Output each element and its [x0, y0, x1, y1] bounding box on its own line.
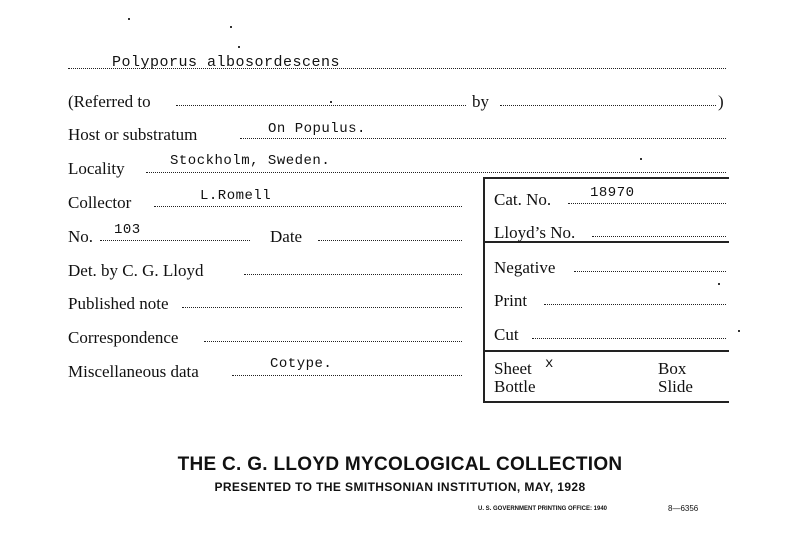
- misc-label: Miscellaneous data: [68, 362, 199, 381]
- sheet-label: Sheet: [494, 359, 532, 378]
- cut-label: Cut: [494, 325, 519, 344]
- slide-label: Slide: [658, 377, 693, 396]
- referred-close-paren: ): [718, 92, 724, 111]
- published-line: [182, 307, 462, 308]
- referred-line: [176, 105, 466, 106]
- locality-line: [146, 172, 726, 173]
- number-label: No.: [68, 227, 94, 246]
- det-by-line: [244, 274, 462, 275]
- host-value: On Populus.: [268, 121, 366, 137]
- date-label: Date: [270, 227, 303, 246]
- lloyds-no-label: Lloyd’s No.: [494, 223, 576, 242]
- form-number: 8—6356: [668, 504, 699, 513]
- collector-line: [154, 206, 462, 207]
- speck: [230, 26, 232, 28]
- cat-no-value: 18970: [590, 185, 635, 201]
- speck: [128, 18, 130, 20]
- referred-label: (Referred to: [68, 92, 151, 111]
- correspondence-line: [204, 341, 462, 342]
- lloyds-no-line: [592, 236, 726, 237]
- cut-line: [532, 338, 726, 339]
- print-label: Print: [494, 291, 528, 310]
- negative-line: [574, 271, 726, 272]
- locality-label: Locality: [68, 159, 125, 178]
- host-label: Host or substratum: [68, 125, 198, 144]
- correspondence-label: Correspondence: [68, 328, 179, 347]
- date-line: [318, 240, 462, 241]
- catalog-box-divider: [483, 350, 729, 352]
- box-label: Box: [658, 359, 687, 378]
- host-line: [240, 138, 726, 139]
- speck: [330, 101, 332, 103]
- det-by-label: Det. by C. G. Lloyd: [68, 261, 204, 280]
- locality-value: Stockholm, Sweden.: [170, 153, 331, 169]
- collector-value: L.Romell: [200, 188, 272, 204]
- collection-title: THE C. G. LLOYD MYCOLOGICAL COLLECTION: [177, 454, 623, 475]
- speck: [738, 330, 740, 332]
- referred-by-line: [500, 105, 716, 106]
- print-line: [544, 304, 726, 305]
- cat-no-label: Cat. No.: [494, 190, 552, 209]
- cat-no-line: [568, 203, 726, 204]
- published-label: Published note: [68, 294, 169, 313]
- misc-line: [232, 375, 462, 376]
- number-value: 103: [114, 222, 141, 238]
- referred-by-label: by: [472, 92, 489, 111]
- printing-office-note: U. S. GOVERNMENT PRINTING OFFICE: 1940: [478, 506, 608, 512]
- number-line: [100, 240, 250, 241]
- negative-label: Negative: [494, 258, 556, 277]
- misc-value: Cotype.: [270, 356, 333, 372]
- species-name: Polyporus albosordescens: [112, 54, 341, 71]
- collection-subtitle: PRESENTED TO THE SMITHSONIAN INSTITUTION, MAY, 1928: [214, 480, 586, 494]
- speck: [238, 46, 240, 48]
- collector-label: Collector: [68, 193, 132, 212]
- bottle-label: Bottle: [494, 377, 536, 396]
- sheet-mark: x: [545, 356, 554, 372]
- speck: [640, 158, 642, 160]
